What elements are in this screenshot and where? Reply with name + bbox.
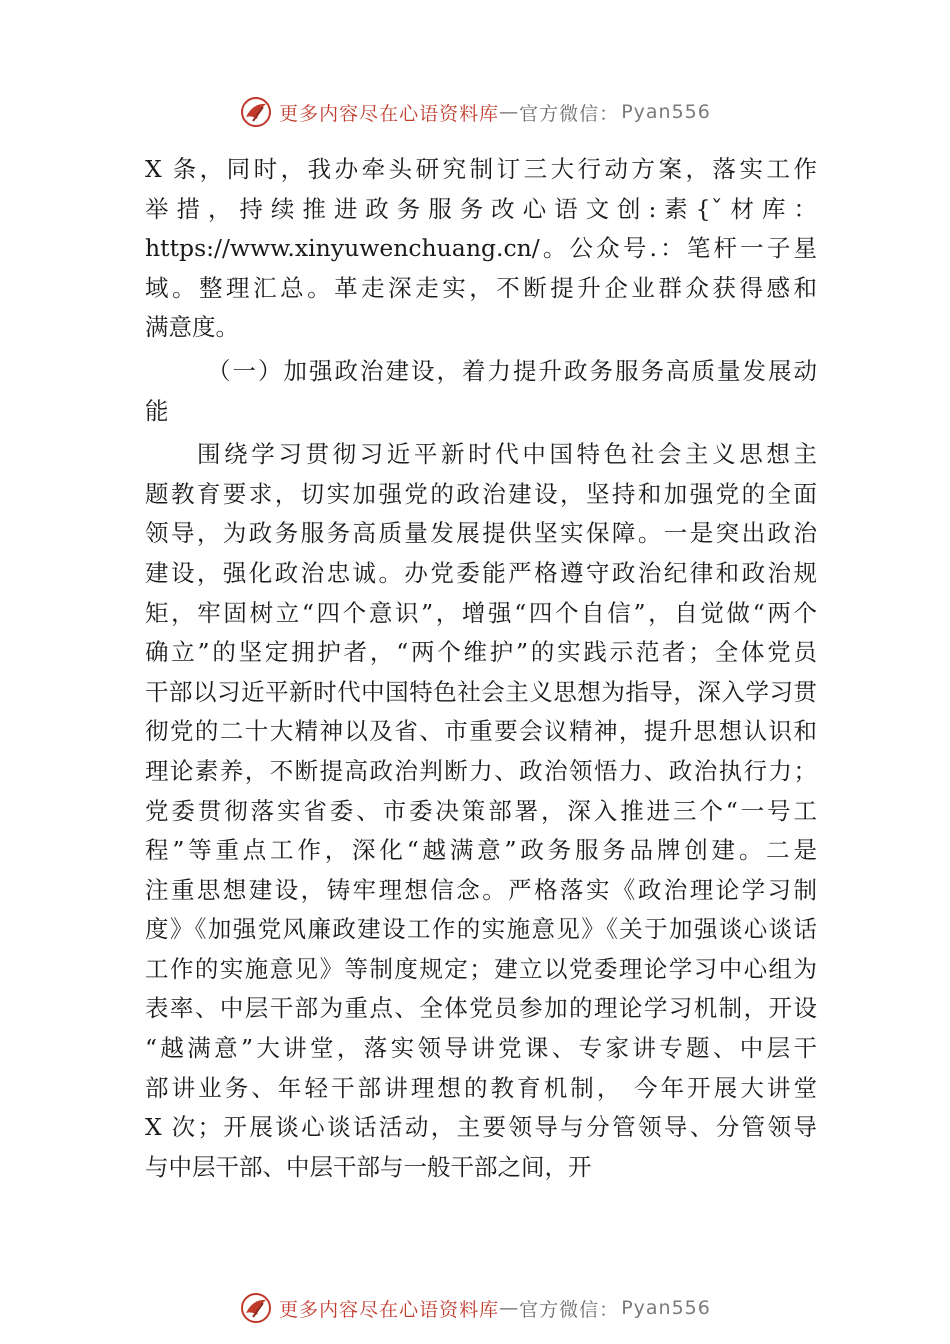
paragraph-line: 程”等重点工作，深化“越满意”政务服务品牌创建。二是	[145, 836, 817, 865]
paragraph-line: 度》《加强党风廉政建设工作的实施意见》《关于加强谈心谈话	[145, 915, 817, 944]
paragraph-line: 注重思想建设，铸牢理想信念。严格落实《政治理论学习制	[145, 875, 817, 904]
paragraph-line: X 次；开展谈心谈话活动，主要领导与分管领导、分管领导	[145, 1113, 817, 1142]
text-line: 满意度。	[145, 313, 239, 342]
paragraph-line: 题教育要求，切实加强党的政治建设，坚持和加强党的全面	[145, 479, 817, 508]
paragraph-line: 工作的实施意见》等制度规定；建立以党委理论学习中心组为	[145, 954, 817, 983]
paragraph-line: 部讲业务、年轻干部讲理想的教育机制， 今年开展大讲堂	[145, 1073, 817, 1102]
paragraph-line: 领导，为政务服务高质量发展提供坚实保障。一是突出政治	[145, 519, 817, 548]
text-line: X 条，同时，我办牵头研究制订三大行动方案，落实工作	[145, 155, 817, 183]
paragraph-line: 建设，强化政治忠诚。办党委能严格遵守政治纪律和政治规	[145, 558, 817, 587]
banner-brand-text: 更多内容尽在心语资料库	[279, 1298, 500, 1321]
paragraph-line: 干部以习近平新时代中国特色社会主义思想为指导，深入学习贯	[145, 677, 817, 706]
footer-banner	[0, 1288, 950, 1328]
text-line: 域。整理汇总。革走深走实，不断提升企业群众获得感和	[145, 273, 817, 302]
banner-brand-text: 更多内容尽在心语资料库	[279, 102, 500, 125]
banner-wechat-id: Pyan556	[621, 1297, 711, 1319]
brand-logo-icon	[239, 95, 273, 129]
document-body	[145, 150, 817, 1187]
paragraph-line: 与中层干部、中层干部与一般干部之间，开	[145, 1152, 592, 1181]
banner-wechat-id: Pyan556	[621, 101, 711, 123]
brand-logo-icon	[239, 1291, 273, 1325]
section-heading-cont: 能	[145, 396, 169, 425]
paragraph-line: 理论素养，不断提高政治判断力、政治领悟力、政治执行力；	[145, 756, 817, 785]
paragraph-line: 彻党的二十大精神以及省、市重要会议精神，提升思想认识和	[145, 717, 817, 746]
paragraph-line: 围绕学习贯彻习近平新时代中国特色社会主义思想主	[197, 440, 817, 469]
banner-separator: —	[499, 101, 520, 123]
banner-official-text: 官方微信：	[519, 102, 620, 125]
paragraph-line: 确立”的坚定拥护者，“两个维护”的实践示范者；全体党员	[145, 638, 817, 667]
banner-official-text: 官方微信：	[519, 1298, 620, 1321]
text-line: 举 措 ， 持 续 推 进 政 务 服 务 改 心 语 文 创 : 素 {ˇ 材 库 ：	[145, 194, 817, 223]
header-banner	[0, 92, 950, 132]
paragraph-line: 表率、中层干部为重点、全体党员参加的理论学习机制，开设	[145, 994, 817, 1023]
paragraph-line: “越满意”大讲堂，落实领导讲党课、专家讲专题、中层干	[145, 1034, 817, 1063]
banner-separator: —	[499, 1297, 520, 1319]
paragraph-line: 党委贯彻落实省委、市委决策部署，深入推进三个“一号工	[145, 796, 817, 825]
paragraph-line: 矩，牢固树立“四个意识”，增强“四个自信”，自觉做“两个	[145, 598, 817, 627]
section-heading: （一）加强政治建设，着力提升政务服务高质量发展动	[207, 356, 817, 385]
text-line-url: https://www.xinyuwenchuang.cn/。公众号.：笔杆一子星	[145, 234, 817, 263]
